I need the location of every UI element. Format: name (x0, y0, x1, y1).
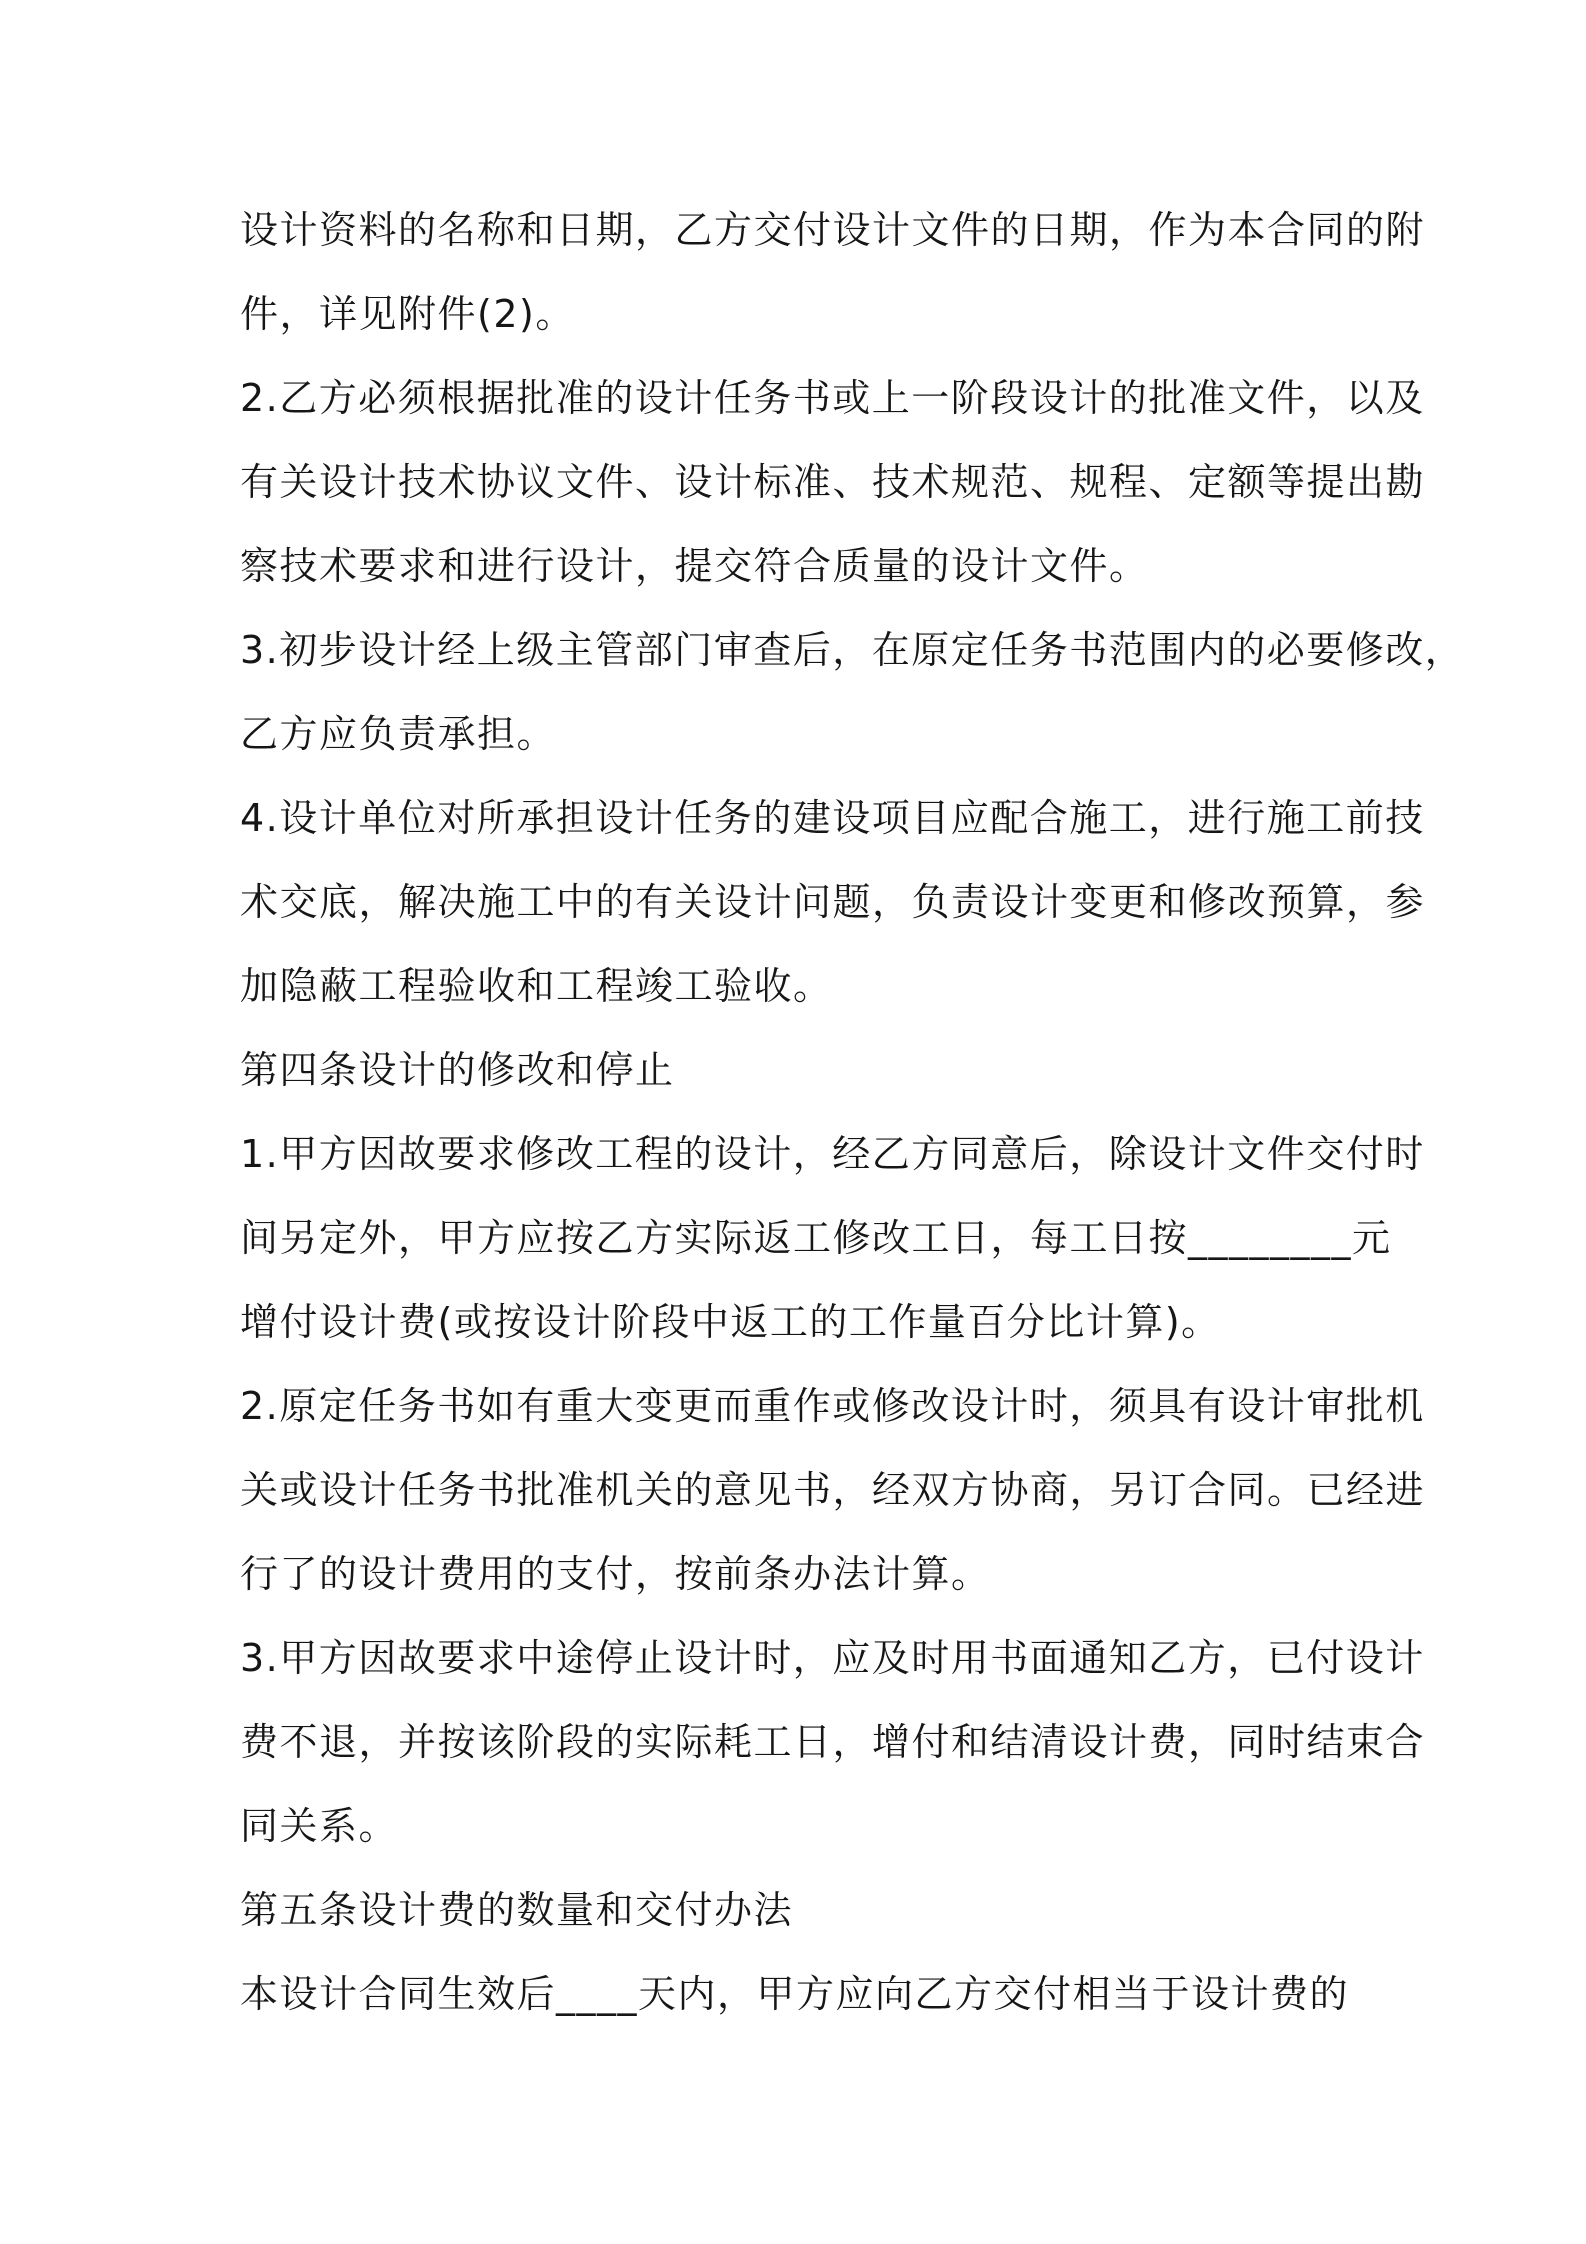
text-line: 关或设计任务书批准机关的意见书，经双方协商，另订合同。已经进 (240, 1468, 1426, 1512)
text-line: 本设计合同生效后____天内，甲方应向乙方交付相当于设计费的 (240, 1972, 1350, 2016)
text-line: 术交底，解决施工中的有关设计问题，负责设计变更和修改预算，参 (240, 880, 1426, 924)
clause-item: 2.乙方必须根据批准的设计任务书或上一阶段设计的批准文件，以及 (240, 376, 1425, 420)
text-line: 加隐蔽工程验收和工程竣工验收。 (240, 964, 833, 1008)
clause-item: 3.甲方因故要求中途停止设计时，应及时用书面通知乙方，已付设计 (240, 1636, 1425, 1680)
text-line: 设计资料的名称和日期，乙方交付设计文件的日期，作为本合同的附 (240, 208, 1426, 252)
clause-item: 4.设计单位对所承担设计任务的建设项目应配合施工，进行施工前技 (240, 796, 1425, 840)
contract-text (240, 188, 1465, 2036)
text-line: 行了的设计费用的支付，按前条办法计算。 (240, 1552, 991, 1596)
text-line: 件，详见附件(2)。 (240, 292, 575, 336)
text-line: 察技术要求和进行设计，提交符合质量的设计文件。 (240, 544, 1149, 588)
section-heading: 第五条设计费的数量和交付办法 (240, 1888, 794, 1932)
text-line: 增付设计费(或按设计阶段中返工的工作量百分比计算)。 (240, 1300, 1221, 1344)
section-heading: 第四条设计的修改和停止 (240, 1048, 675, 1092)
clause-item: 3.初步设计经上级主管部门审查后，在原定任务书范围内的必要修改， (240, 628, 1465, 672)
clause-item: 2.原定任务书如有重大变更而重作或修改设计时，须具有设计审批机 (240, 1384, 1425, 1428)
text-line: 乙方应负责承担。 (240, 712, 557, 756)
text-line: 间另定外，甲方应按乙方实际返工修改工日，每工日按________元 (240, 1216, 1392, 1260)
text-line: 有关设计技术协议文件、设计标准、技术规范、规程、定额等提出勘 (240, 460, 1426, 504)
clause-item: 1.甲方因故要求修改工程的设计，经乙方同意后，除设计文件交付时 (240, 1132, 1425, 1176)
text-line: 同关系。 (240, 1804, 399, 1848)
text-line: 费不退，并按该阶段的实际耗工日，增付和结清设计费，同时结束合 (240, 1720, 1426, 1764)
